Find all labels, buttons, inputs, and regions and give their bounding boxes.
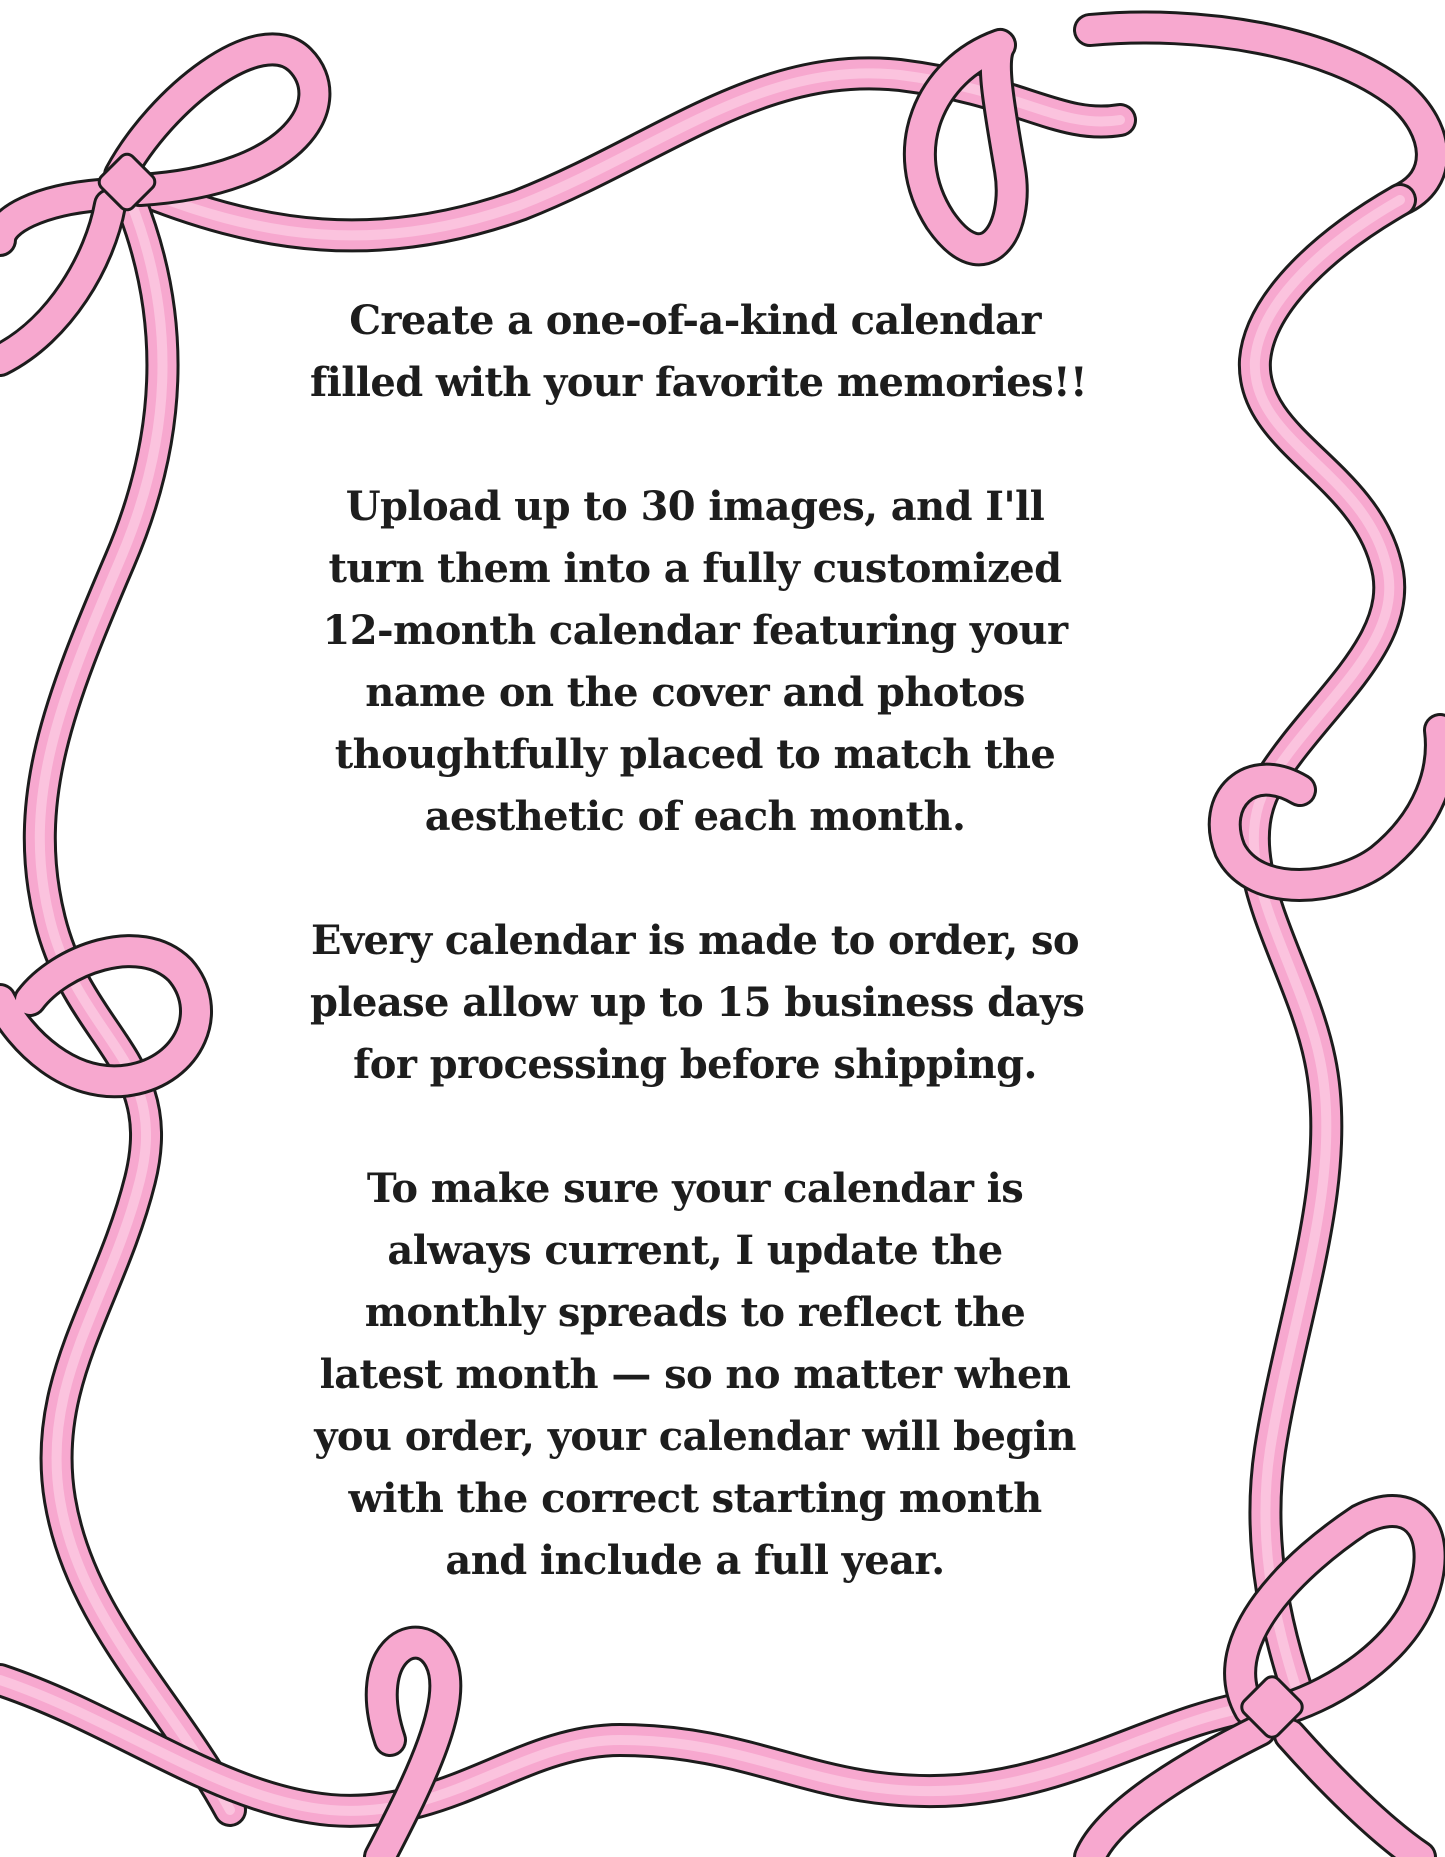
paragraph-current bbox=[310, 1158, 1080, 1592]
text-line: Upload up to 30 images, and I'll bbox=[345, 483, 1045, 530]
text-line: 12-month calendar featuring your bbox=[322, 607, 1068, 654]
paragraph-processing bbox=[310, 910, 1085, 1096]
text-line: turn them into a fully customized bbox=[328, 545, 1062, 592]
text-line: and include a full year. bbox=[445, 1537, 945, 1584]
text-line: always current, I update the bbox=[387, 1227, 1003, 1274]
text-line: Every calendar is made to order, so bbox=[310, 917, 1079, 964]
paragraph-upload bbox=[310, 476, 1080, 848]
text-line: Create a one-of-a-kind calendar bbox=[349, 297, 1041, 344]
paragraph-intro bbox=[310, 290, 1087, 414]
text-line: aesthetic of each month. bbox=[424, 793, 966, 840]
right-ribbon-icon bbox=[1254, 200, 1400, 1700]
text-line: for processing before shipping. bbox=[353, 1041, 1037, 1088]
description-text bbox=[310, 290, 1087, 1592]
text-line: thoughtfully placed to match the bbox=[334, 731, 1056, 778]
text-line: latest month — so no matter when bbox=[319, 1351, 1071, 1398]
text-line: you order, your calendar will begin bbox=[314, 1413, 1076, 1460]
bottom-left-loop-icon bbox=[380, 1643, 445, 1857]
text-line: please allow up to 15 business days bbox=[310, 979, 1085, 1026]
text-line: name on the cover and photos bbox=[365, 669, 1025, 716]
text-line: To make sure your calendar is bbox=[366, 1165, 1024, 1212]
text-line: with the correct starting month bbox=[348, 1475, 1042, 1522]
text-line: filled with your favorite memories!! bbox=[310, 359, 1087, 406]
text-line: monthly spreads to reflect the bbox=[364, 1289, 1026, 1336]
